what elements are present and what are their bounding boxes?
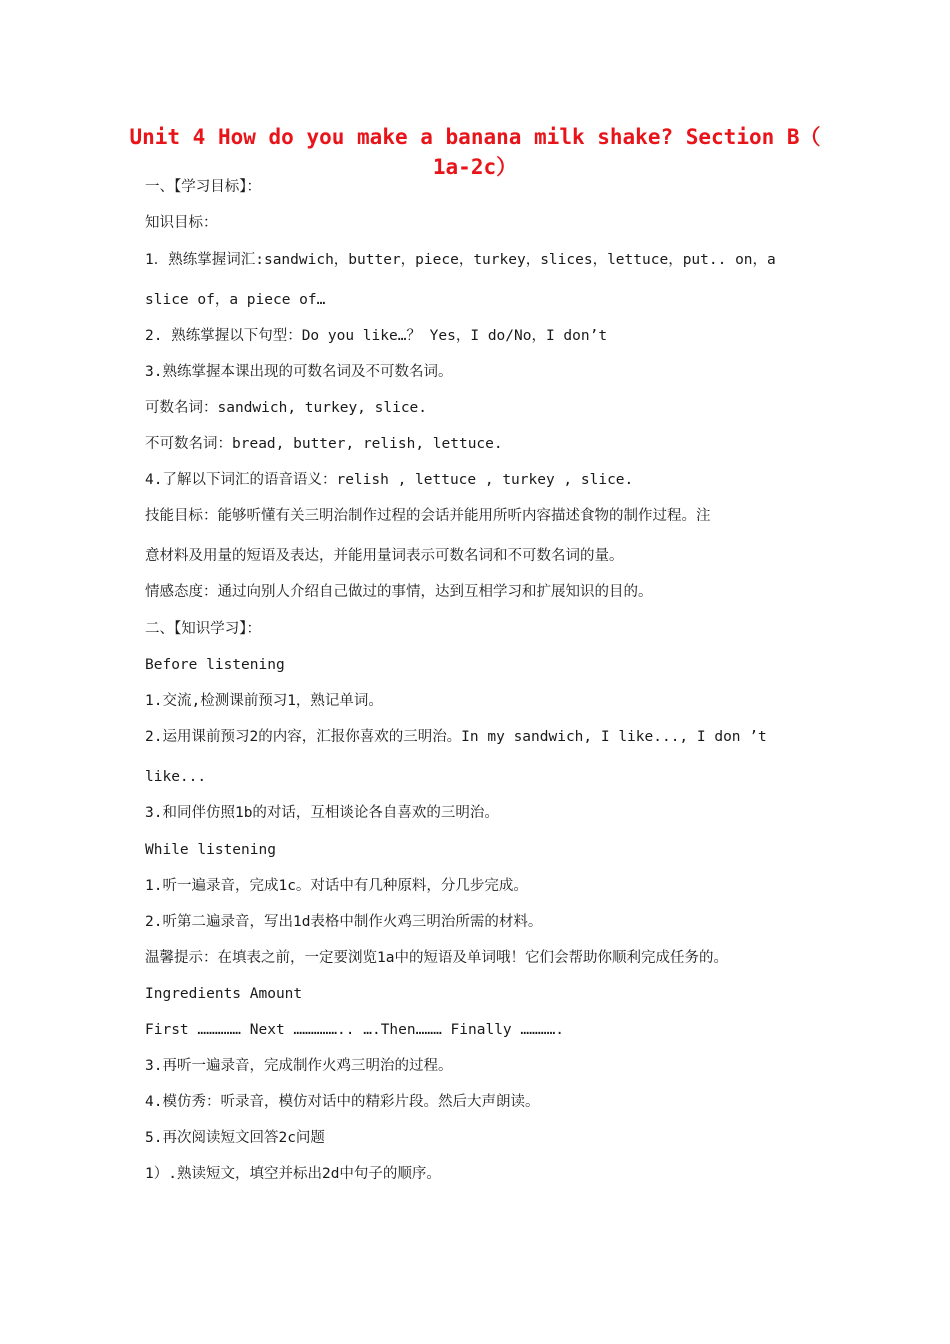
goal-2-sentence-pattern: 2. 熟练掌握以下句型：Do you like…？ Yes，I do/No，I don’t: [145, 328, 608, 344]
section-heading-objectives: 一、【学习目标】：: [145, 179, 261, 195]
goal-1-vocabulary: 1．熟练掌握词汇:sandwich，butter，piece，turkey，slices，lettuce，put.. on，a: [145, 252, 776, 268]
while-step-5-sub-1: 1）.熟读短文，填空并标出2d中句子的顺序。: [145, 1166, 441, 1182]
while-step-3: 3.再听一遍录音，完成制作火鸡三明治的过程。: [145, 1058, 453, 1074]
before-step-1: 1.交流,检测课前预习1，熟记单词。: [145, 693, 383, 709]
goal-4-pronunciation: 4.了解以下词汇的语音语义：relish , lettuce , turkey , slice.: [145, 472, 634, 488]
section-heading-learning: 二、【知识学习】：: [145, 621, 261, 637]
skill-goals: 技能目标：能够听懂有关三明治制作过程的会话并能用所听内容描述食物的制作过程。注: [145, 508, 711, 524]
before-step-2-cont: like...: [145, 769, 207, 785]
goal-1-vocabulary-cont: slice of，a piece of…: [145, 292, 326, 308]
uncountable-nouns: 不可数名词：bread, butter, relish, lettuce.: [145, 436, 503, 452]
sequence-line: First …………… Next …………….. ….Then……… Finally ………….: [145, 1022, 565, 1038]
while-step-5: 5.再次阅读短文回答2c问题: [145, 1130, 325, 1146]
while-listening-heading: While listening: [145, 842, 276, 858]
attitude-goals: 情感态度：通过向别人介绍自己做过的事情，达到互相学习和扩展知识的目的。: [145, 584, 653, 600]
knowledge-goals-label: 知识目标：: [145, 215, 218, 231]
before-step-2: 2.运用课前预习2的内容，汇报你喜欢的三明治。In my sandwich, I like..., I don ’t: [145, 729, 767, 745]
table-header-line: Ingredients Amount: [145, 986, 303, 1002]
skill-goals-cont: 意材料及用量的短语及表达，并能用量词表示可数名词和不可数名词的量。: [145, 548, 624, 564]
while-step-4: 4.模仿秀：听录音，模仿对话中的精彩片段。然后大声朗读。: [145, 1094, 540, 1110]
before-listening-heading: Before listening: [145, 657, 285, 673]
before-step-3: 3.和同伴仿照1b的对话，互相谈论各自喜欢的三明治。: [145, 805, 499, 821]
goal-3-nouns: 3.熟练掌握本课出现的可数名词及不可数名词。: [145, 364, 453, 380]
tip-note: 温馨提示：在填表之前，一定要浏览1a中的短语及单词哦！它们会帮助你顺利完成任务的。: [145, 950, 728, 966]
while-step-1: 1.听一遍录音，完成1c。对话中有几种原料，分几步完成。: [145, 878, 528, 894]
while-step-2: 2.听第二遍录音，写出1d表格中制作火鸡三明治所需的材料。: [145, 914, 543, 930]
document-title: Unit 4 How do you make a banana milk shake? Section B（ 1a-2c）: [129, 125, 821, 179]
countable-nouns: 可数名词：sandwich, turkey, slice.: [145, 400, 428, 416]
